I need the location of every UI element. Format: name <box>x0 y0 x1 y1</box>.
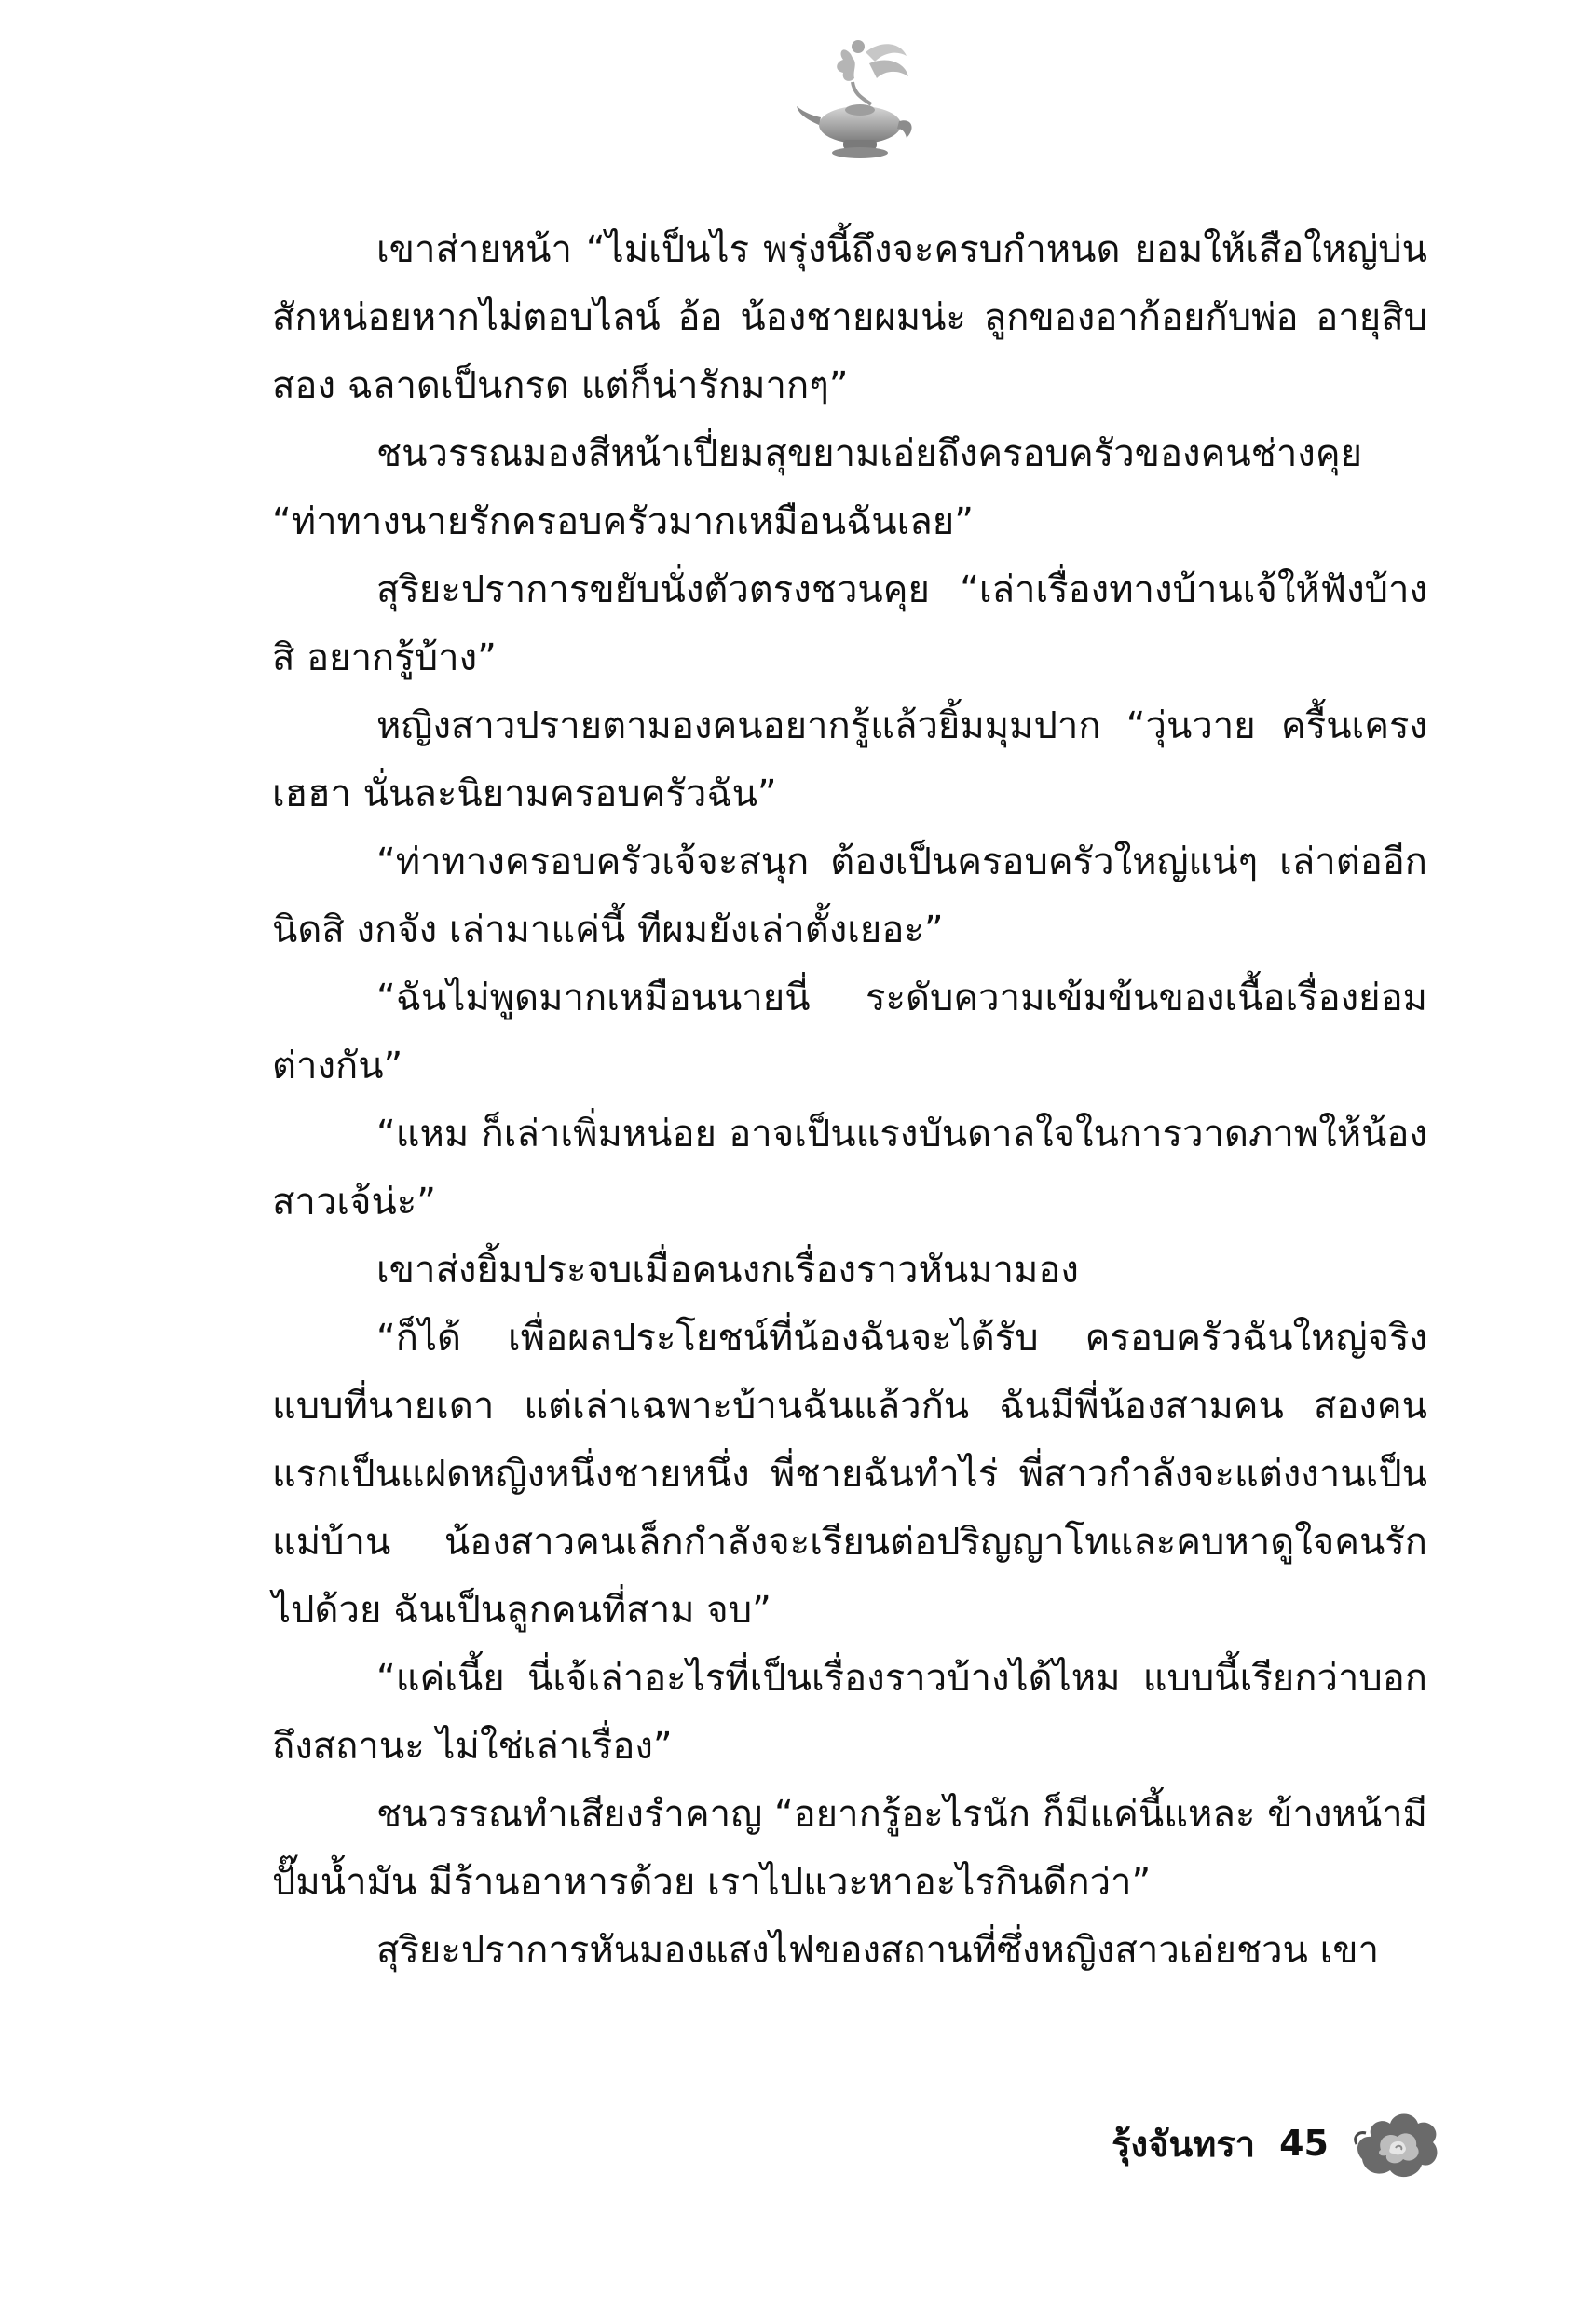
paragraph: “ท่าทางครอบครัวเจ้จะสนุก ต้องเป็นครอบครัวใหญ่แน่ๆ เล่าต่ออีกนิดสิ งกจัง เล่ามาแค่นี้ ทีผมยังเล่าตั้งเยอะ” <box>272 841 1427 951</box>
page-footer <box>1112 2101 1442 2185</box>
paragraph: หญิงสาวปรายตามองคนอยากรู้แล้วยิ้มมุมปาก “วุ่นวาย ครื้นเครงเฮฮา นั่นละนิยามครอบครัวฉัน” <box>272 704 1427 815</box>
paragraph: “ก็ได้ เพื่อผลประโยชน์ที่น้องฉันจะได้รับ ครอบครัวฉันใหญ่จริงแบบที่นายเดา แต่เล่าเฉพาะบ้านฉันแล้วกัน ฉันมีพี่น้องสามคน สองคนแรกเป็นแฝดหญิงหนึ่งชายหนึ่ง พี่ชายฉันทำไร่ พี่สาวกำลังจะแต่งงานเป็นแม่บ้าน น้องสาวคนเล็กกำลังจะเรียนต่อปริญญาโทและคบหาดูใจคนรักไปด้วย ฉันเป็นลูกคนที่สาม จบ” <box>272 1317 1427 1632</box>
body-text <box>272 216 1427 1985</box>
magic-lamp-fairy-icon <box>797 35 918 166</box>
paragraph: “แหม ก็เล่าเพิ่มหน่อย อาจเป็นแรงบันดาลใจในการวาดภาพให้น้องสาวเจ้น่ะ” <box>272 1113 1427 1224</box>
rose-icon <box>1353 2103 1442 2183</box>
paragraph: เขาส่ายหน้า “ไม่เป็นไร พรุ่งนี้ถึงจะครบกำหนด ยอมให้เสือใหญ่บ่นสักหน่อยหากไม่ตอบไลน์ อ้อ น้องชายผมน่ะ ลูกของอาก้อยกับพ่อ อายุสิบสอง ฉลาดเป็นกรด แต่ก็น่ารักมากๆ” <box>272 228 1427 407</box>
paragraph: ชนวรรณมองสีหน้าเปี่ยมสุขยามเอ่ยถึงครอบครัวของคนช่างคุย “ท่าทางนายรักครอบครัวมากเหมือนฉันเลย” <box>272 432 1363 543</box>
running-title: รุ้งจันทรา <box>1112 2123 1256 2165</box>
paragraph: “ฉันไม่พูดมากเหมือนนายนี่ ระดับความเข้มข้นของเนื้อเรื่องย่อมต่างกัน” <box>272 977 1427 1087</box>
page-number: 45 <box>1279 2123 1329 2164</box>
paragraph: ชนวรรณทำเสียงรำคาญ “อยากรู้อะไรนัก ก็มีแค่นี้แหละ ข้างหน้ามีปั๊มน้ำมัน มีร้านอาหารด้วย เราไปแวะหาอะไรกินดีกว่า” <box>272 1793 1427 1904</box>
paragraph: “แค่เนี้ย นี่เจ้เล่าอะไรที่เป็นเรื่องราวบ้างได้ไหม แบบนี้เรียกว่าบอกถึงสถานะ ไม่ใช่เล่าเรื่อง” <box>272 1657 1427 1768</box>
paragraph: เขาส่งยิ้มประจบเมื่อคนงกเรื่องราวหันมามอง <box>376 1249 1079 1292</box>
paragraph: สุริยะปราการหันมองแสงไฟของสถานที่ซึ่งหญิงสาวเอ่ยชวน เขา <box>376 1929 1380 1972</box>
paragraph: สุริยะปราการขยับนั่งตัวตรงชวนคุย “เล่าเรื่องทางบ้านเจ้ให้ฟังบ้างสิ อยากรู้บ้าง” <box>272 568 1427 679</box>
